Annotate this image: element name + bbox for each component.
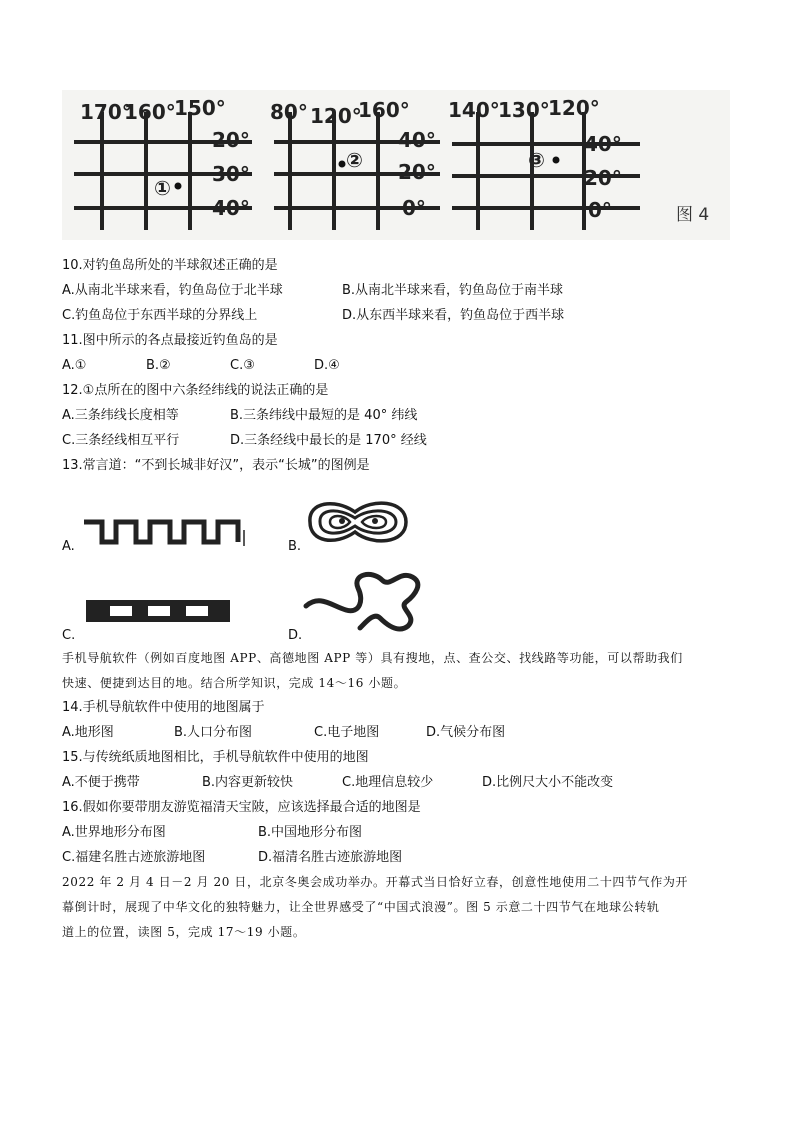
point-3-dot [553, 157, 560, 164]
q13-option-d[interactable]: D. [288, 628, 303, 643]
grid2-lon-label-120: 120° [310, 104, 362, 128]
q10-option-d[interactable]: D.从东西半球来看，钓鱼岛位于西半球 [342, 308, 565, 323]
q11-stem: 11.图中所示的各点最接近钓鱼岛的是 [62, 333, 278, 348]
grid3-lon-label-120: 120° [548, 96, 600, 120]
q11-option-d[interactable]: D.④ [314, 358, 340, 373]
q15-option-d[interactable]: D.比例尺大小不能改变 [482, 775, 614, 790]
q13-option-b[interactable]: B. [288, 539, 302, 554]
grid1-lon-label-170: 170° [80, 100, 132, 124]
q15-stem: 15.与传统纸质地图相比，手机导航软件中使用的地图 [62, 750, 369, 765]
q15-option-b[interactable]: B.内容更新较快 [202, 775, 294, 790]
q11-option-b[interactable]: B.② [146, 358, 171, 373]
grid1-point-label: ① [154, 176, 171, 200]
q14-option-a[interactable]: A.地形图 [62, 725, 114, 740]
grid1-lon-label-150: 150° [174, 96, 226, 120]
q14-stem: 14.手机导航软件中使用的地图属于 [62, 700, 265, 715]
q12-option-a[interactable]: A.三条纬线长度相等 [62, 408, 179, 423]
grid2-lat-label-0: 0° [402, 196, 426, 220]
q13-option-c[interactable]: C. [62, 628, 76, 643]
point-1-dot [175, 183, 182, 190]
grid2-lon-label-80: 80° [270, 100, 308, 124]
intro-14-16-line-1: 手机导航软件（例如百度地图 APP、高德地图 APP 等）具有搜地，点、查公交、找线路等功能，可以帮助我们 [62, 651, 683, 665]
q15-option-c[interactable]: C.地理信息较少 [342, 775, 434, 790]
q11-option-c[interactable]: C.③ [230, 358, 255, 373]
q13-stem: 13.常言道：“不到长城非好汉”，表示“长城”的图例是 [62, 458, 370, 473]
q16-option-c[interactable]: C.福建名胜古迹旅游地图 [62, 850, 206, 865]
q14-option-c[interactable]: C.电子地图 [314, 725, 380, 740]
q12-option-d[interactable]: D.三条经线中最长的是 170° 经线 [230, 433, 427, 448]
grid3-lon-label-130: 130° [498, 98, 550, 122]
figure-4-caption: 图 4 [676, 205, 710, 225]
q12-option-b[interactable]: B.三条纬线中最短的是 40° 纬线 [230, 408, 418, 423]
contour-lines-icon[interactable] [300, 492, 415, 550]
railway-symbol-icon[interactable] [84, 596, 234, 626]
grid3-lat-label-0: 0° [588, 198, 612, 222]
grid2-point-label: ② [346, 148, 363, 172]
point-2-dot [339, 161, 346, 168]
grid1-lon-label-160: 160° [124, 100, 176, 124]
q10-option-b[interactable]: B.从南北半球来看，钓鱼岛位于南半球 [342, 283, 564, 298]
great-wall-crenellation-icon[interactable] [80, 510, 250, 550]
grid3-point-label: ③ [528, 148, 545, 172]
q10-stem: 10.对钓鱼岛所处的半球叙述正确的是 [62, 258, 278, 273]
q14-option-d[interactable]: D.气候分布图 [426, 725, 506, 740]
grid1-lat-label-40: 40° [212, 196, 250, 220]
q14-option-b[interactable]: B.人口分布图 [174, 725, 253, 740]
q16-option-b[interactable]: B.中国地形分布图 [258, 825, 363, 840]
q10-option-c[interactable]: C.钓鱼岛位于东西半球的分界线上 [62, 308, 258, 323]
grid2-lat-label-20: 20° [398, 160, 436, 184]
intro-14-16-line-2: 快速、便捷到达目的地。结合所学知识，完成 14～16 小题。 [62, 676, 407, 690]
grid1-lat-label-30: 30° [212, 162, 250, 186]
figure-4 [62, 90, 730, 240]
grid3-lon-label-140: 140° [448, 98, 500, 122]
q12-stem: 12.①点所在的图中六条经纬线的说法正确的是 [62, 383, 329, 398]
q16-option-d[interactable]: D.福清名胜古迹旅游地图 [258, 850, 403, 865]
grid3-lat-label-20: 20° [584, 166, 622, 190]
q13-option-a[interactable]: A. [62, 539, 75, 554]
q11-option-a[interactable]: A.① [62, 358, 87, 373]
q15-option-a[interactable]: A.不便于携带 [62, 775, 140, 790]
intro-17-19-line-1: 2022 年 2 月 4 日－2 月 20 日，北京冬奥会成功举办。开幕式当日恰好立春，创意性地使用二十四节气作为开 [62, 875, 689, 889]
q12-option-c[interactable]: C.三条经线相互平行 [62, 433, 180, 448]
river-line-icon[interactable] [302, 566, 432, 634]
grid2-lon-label-160: 160° [358, 98, 410, 122]
grid1-lat-label-20: 20° [212, 128, 250, 152]
intro-17-19-line-3: 道上的位置，读图 5，完成 17～19 小题。 [62, 925, 306, 939]
q16-stem: 16.假如你要带朋友游览福清天宝陂，应该选择最合适的地图是 [62, 800, 421, 815]
q10-option-a[interactable]: A.从南北半球来看，钓鱼岛位于北半球 [62, 283, 283, 298]
grid3-lat-label-40: 40° [584, 132, 622, 156]
intro-17-19-line-2: 幕倒计时，展现了中华文化的独特魅力，让全世界感受了“中国式浪漫”。图 5 示意二十四节气在地球公转轨 [62, 900, 660, 914]
grid2-lat-label-40: 40° [398, 128, 436, 152]
q16-option-a[interactable]: A.世界地形分布图 [62, 825, 166, 840]
